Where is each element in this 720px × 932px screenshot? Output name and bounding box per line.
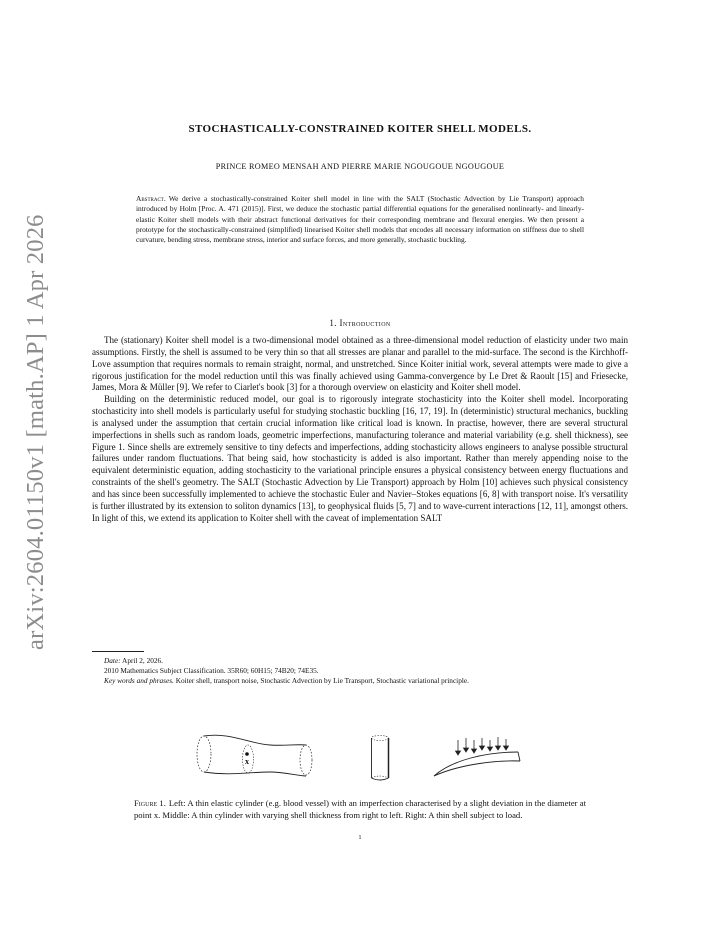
footnotes [92,656,628,686]
paragraph: Building on the deterministic reduced model, our goal is to rigorously integrate stochasticity into the Koiter shell model. Incorporating stochasticity into shell models is particularly useful for studying stochastic buckling [16, 17, 19]. In (deterministic) structural mechanics, buckling is analysed under the assumption that certain crucial information like critical load is known. In practise, however, there are several structural imperfections in shells such as random loads, geometric imperfections, manufacturing tolerance and material variability (e.g. shell thickness), see Figure 1. Since shells are extremely sensitive to tiny defects and imperfections, adding stochasticity allows engineers to analyse possible structural failures under random fluctuations. That being said, how stochasticity is added is also important. Rather than merely appending noise to the equivalent deterministic equation, adding stochasticity to the variational principle ensures a physical consistency between energy fluctuations and constraints of the shell's geometry. The SALT (Stochastic Advection by Lie Transport) approach by Holm [10] achieves such physical consistency and has since been successfully implemented to achieve the stochastic Euler and Navier–Stokes equations [6, 8] with transport noise. It's versatility is further illustrated by its extension to soliton dynamics [13], to geophysical fluids [5, 7] and to wave-current interactions [12, 11], amongst others. In light of this, we extend its application to Koiter shell with the caveat of implementation SALT [92,394,628,523]
figure-caption-label: Figure 1. [134,798,166,808]
footnote-keywords [92,676,628,686]
footnote-divider [92,651,144,652]
paper-title: STOCHASTICALLY-CONSTRAINED KOITER SHELL MODELS. [188,123,532,135]
footnote-date-label: Date: [104,656,121,665]
figure-1-caption [134,798,586,822]
footnote-date [92,656,628,666]
footnote-keywords-label: Key words and phrases. [104,676,174,685]
imperfect-cylinder-drawing [197,735,312,776]
load-arrows [456,737,509,755]
footnote-msc-label: 2010 Mathematics Subject Classification. [104,666,226,675]
page-number: 1 [358,834,362,841]
varying-thickness-cylinder-drawing [372,736,389,781]
introduction-body [92,335,628,525]
footnote-msc [92,666,628,676]
figure-caption-text: Left: A thin elastic cylinder (e.g. blood vessel) with an imperfection characterised by a slight deviation in the diameter at point x. Middle: A thin cylinder with varying shell thickness from right to left. Right: A thin shell subject to load. [134,798,586,820]
abstract-text: We derive a stochastically-constrained Koiter shell model in line with the SALT (Stochastic Advection by Lie Transport) approach introduced by Holm [Proc. A. 471 (2015)]. First, we deduce the stochastic partial differential equations for the generalised nonlinearly- and linearly-elastic Koiter shell models with their abstract functional derivatives for their corresponding membrane and flexural energies. We then present a prototype for the stochastically-constrained (simplified) linearised Koiter shell models that encodes all necessary information on stiffness due to shell curvature, bending stress, membrane stress, interior and surface forces, and more generally, stochastic buckling. [136,194,584,245]
arxiv-identifier-stamp: arXiv:2604.01150v1 [math.AP] 1 Apr 2026 [22,214,49,650]
footnote-date-value: April 2, 2026. [122,656,163,665]
abstract-label: Abstract. [136,194,166,203]
paragraph: The (stationary) Koiter shell model is a two-dimensional model obtained as a three-dimensional model reduction of elasticity under two main assumptions. Firstly, the shell is assumed to be very thin so that all stresses are planar and parallel to the mid-surface. The second is the Kirchhoff-Love assumption that requires normals to remain straight, normal, and unstretched. Since Koiter initial work, several attempts were made to give a rigorous justification for the model reduction until this was finally achieved using Gamma-convergence by Le Dret & Raoult [15] and Friesecke, James, Mora & Müller [9]. We refer to Ciarlet's book [3] for a thorough overview on elasticity and Koiter shell model. [92,335,628,393]
figure-1-illustration [190,728,550,790]
footnote-keywords-value: Koiter shell, transport noise, Stochastic Advection by Lie Transport, Stochastic variational principle. [175,676,469,685]
loaded-shell-drawing [434,752,520,776]
imperfection-point-marker [245,752,249,756]
footnote-msc-value: 35R60; 60H15; 74B20; 74E35. [227,666,319,675]
section-heading-introduction: 1. Introduction [329,318,391,328]
abstract [136,194,584,245]
imperfection-point-label: x [245,757,249,766]
paper-authors: PRINCE ROMEO MENSAH AND PIERRE MARIE NGOUGOUE NGOUGOUE [215,162,505,171]
